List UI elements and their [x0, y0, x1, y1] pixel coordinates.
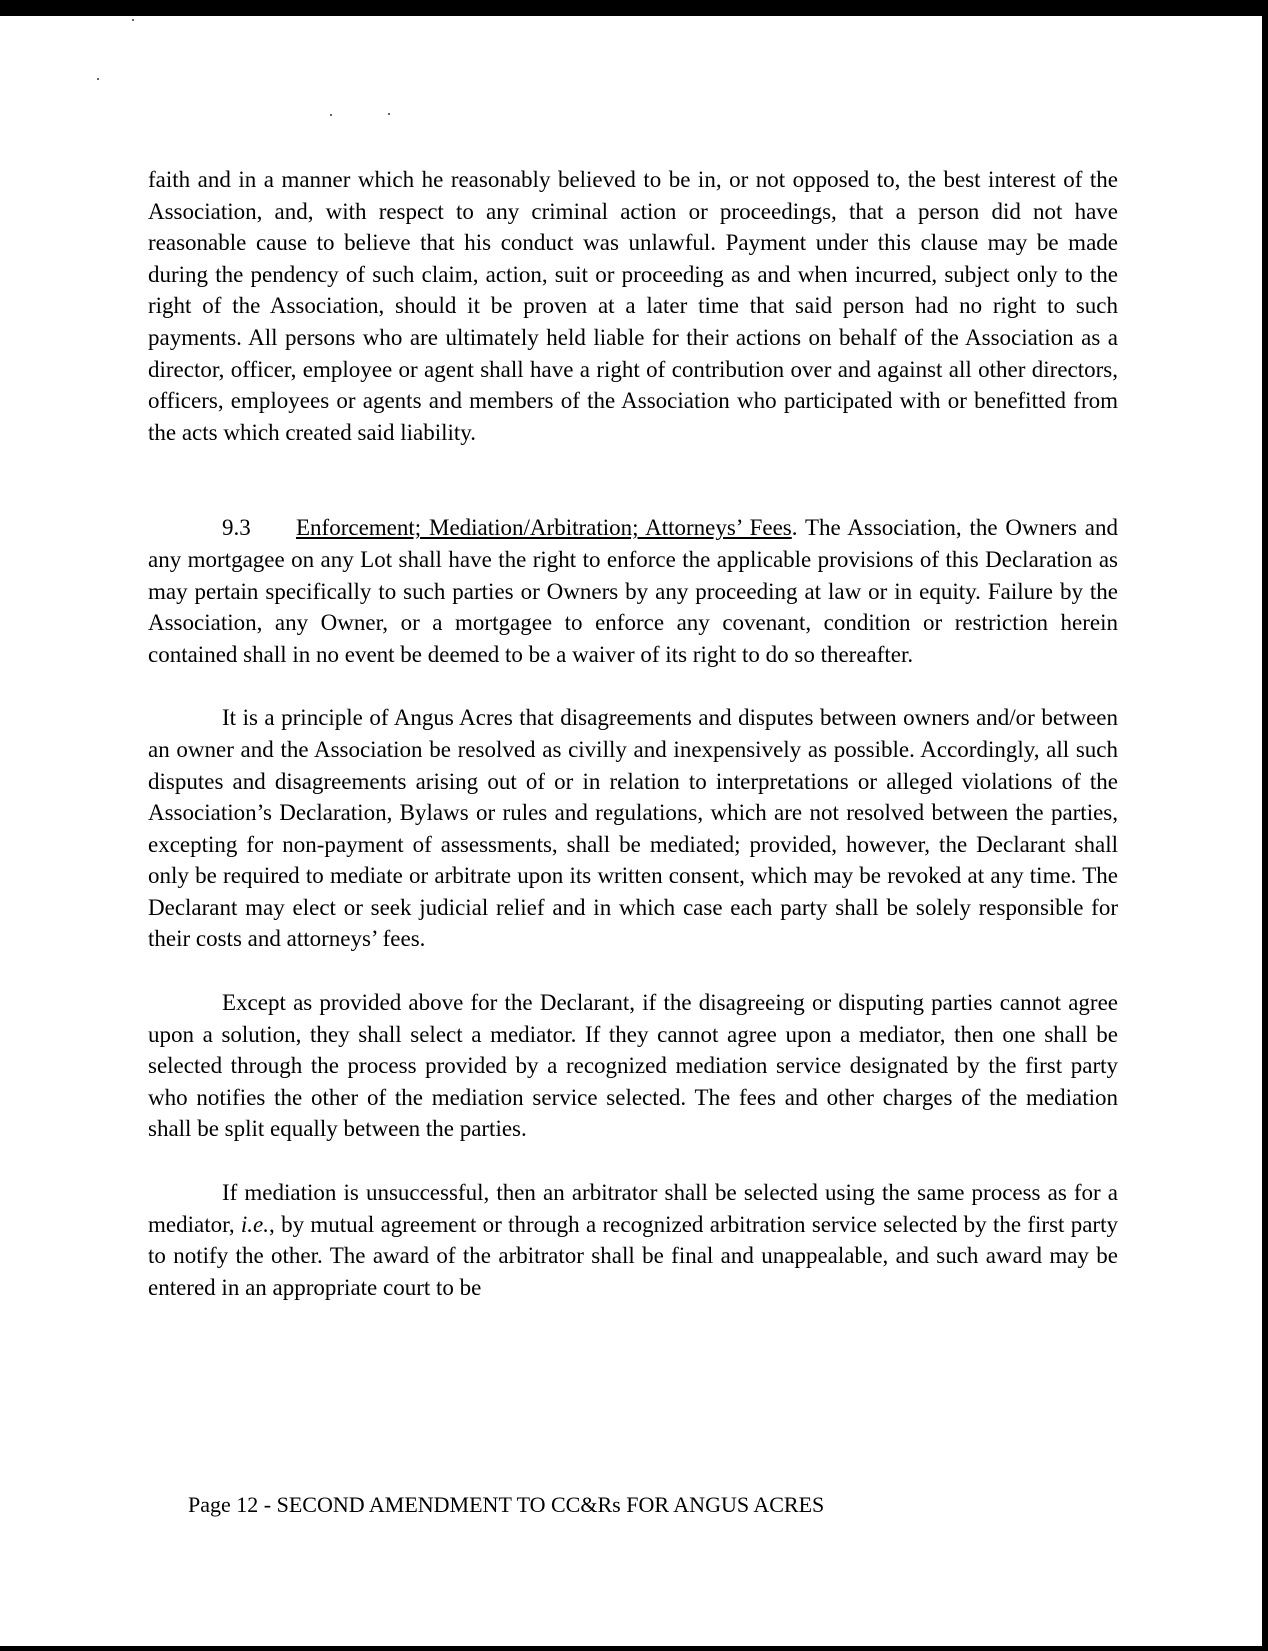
paragraph-continuation: faith and in a manner which he reasonably believed to be in, or not opposed to, the best interest of the Association, and, with respect to any criminal action or proceedings, that a person did not have reasonable cause to believe that his conduct was unlawful. Payment under this clause may be made during the pendency of such claim, action, suit or proceeding as and when incurred, subject only to the right of the Association, should it be proven at a later time that said person had no right to such payments. All persons who are ultimately held liable for their actions on behalf of the Association as a director, officer, employee or agent shall have a right of contribution over and against all other directors, officers, employees or agents and members of the Association who participated with or benefitted from the acts which created said liability.: [148, 167, 1118, 445]
scan-speck: [330, 114, 332, 116]
document-body: [148, 164, 1118, 1303]
section-number: 9.3: [222, 515, 251, 541]
scan-speck: [388, 113, 390, 115]
section-heading-end: .: [791, 515, 798, 541]
arbitration-text-before: If mediation is unsuccessful, then an arbitrator shall be selected using the same process as for a mediator,: [148, 1180, 1118, 1237]
page-footer: Page 12 - SECOND AMENDMENT TO CC&Rs FOR ANGUS ACRES: [188, 1492, 825, 1517]
paragraph-mediator: Except as provided above for the Declarant, if the disagreeing or disputing parties cannot agree upon a solution, they shall select a mediator. If they cannot agree upon a mediator, then one shall be selected through the process provided by a recognized mediation service designated by the first party who notifies the other of the mediation service selected. The fees and other charges of the mediation shall be split equally between the parties.: [148, 990, 1118, 1142]
section-heading: Enforcement; Mediation/Arbitration; Attorneys’ Fees: [296, 515, 792, 541]
arbitration-text-after: , by mutual agreement or through a recognized arbitration service selected by the first party to notify the other. The award of the arbitrator shall be final and unappealable, and such award may be entered in an appropriate court to be: [148, 1211, 1118, 1300]
section-9-3-paragraph: [148, 512, 1118, 670]
section-body: The Association, the Owners and any mortgagee on any Lot shall have the right to enforce the applicable provisions of this Declaration as may pertain specifically to such parties or Owners by any proceeding at law or in equity. Failure by the Association, any Owner, or a mortgagee to enforce any covenant, condition or restriction herein contained shall in no event be deemed to be a waiver of its right to do so thereafter.: [148, 515, 1118, 667]
paragraph-principle: It is a principle of Angus Acres that disagreements and disputes between owners and/or between an owner and the Association be resolved as civilly and inexpensively as possible. Accordingly, all such disputes and disagreements arising out of or in relation to interpretations or alleged violations of the Association’s Declaration, Bylaws or rules and regulations, which are not resolved between the parties, excepting for non-payment of assessments, shall be mediated; provided, however, the Declarant shall only be required to mediate or arbitrate upon its written consent, which may be revoked at any time. The Declarant may elect or seek judicial relief and in which case each party shall be solely responsible for their costs and attorneys’ fees.: [148, 705, 1118, 952]
arbitration-italic-ie: i.e.: [240, 1211, 269, 1237]
document-page: [0, 16, 1262, 1646]
paragraph-arbitration: [148, 1177, 1118, 1303]
scan-speck: [132, 19, 134, 21]
scan-edge: [1262, 385, 1268, 1651]
scan-speck: [97, 78, 99, 80]
